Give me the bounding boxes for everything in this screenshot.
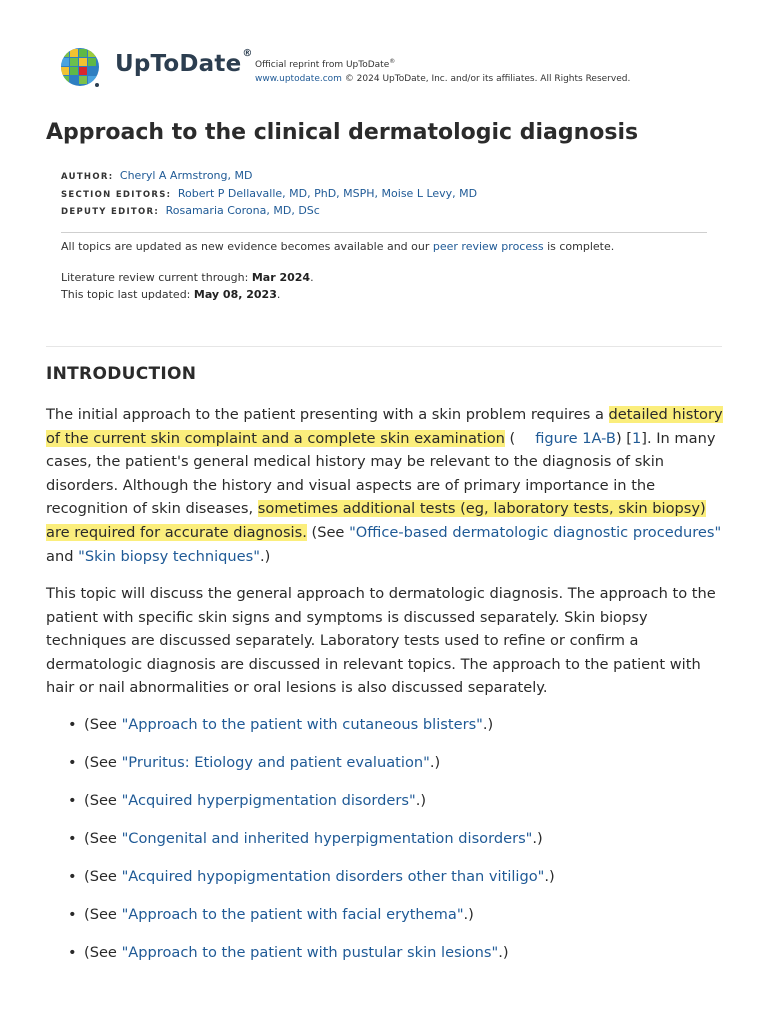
- office-procedures-link[interactable]: "Office-based dermatologic diagnostic procedures": [349, 523, 722, 541]
- last-updated-line: This topic last updated: May 08, 2023.: [61, 287, 281, 301]
- header: [60, 48, 720, 90]
- intro-paragraph-2: This topic will discuss the general approach to dermatologic diagnosis. The approach to the patient with specific skin signs and symptoms is discussed separately. Skin biopsy techniques are discussed separately. Laboratory tests used to refine or confirm a dermatologic diagnosis are discussed in relevant topics. The approach to the patient with hair or nail abnormalities or oral lesions is also discussed separately.: [46, 585, 716, 697]
- highlight-history: detailed history of the current skin complaint and a complete skin examination: [46, 406, 723, 447]
- see-link-congenital-hyperpigmentation[interactable]: "Congenital and inherited hyperpigmentation disorders": [121, 830, 533, 847]
- intro-paragraph-1: The initial approach to the patient presenting with a skin problem requires a detailed history of the current skin complaint and a complete skin examination ( figure 1A-B) [1]. In many cases, the patient's general medical history may be relevant to the diagnosis of skin disorders. Although the history and visual aspects are of primary importance in the recognition of skin diseases, sometimes additional tests (eg, laboratory tests, skin biopsy) are required for accurate diagnosis. (See "Office-based dermatologic diagnostic procedures" and "Skin biopsy techniques".): [46, 406, 723, 565]
- bullet-icon: •: [68, 868, 77, 885]
- highlight-tests: sometimes additional tests (eg, laboratory tests, skin biopsy) are required for accurate diagnosis.: [46, 500, 706, 541]
- bullet-icon: •: [68, 792, 77, 809]
- bullet-icon: •: [68, 716, 77, 733]
- list-item: • (See "Approach to the patient with facial erythema".): [46, 904, 555, 942]
- figure-link[interactable]: figure 1A-B: [535, 429, 616, 447]
- list-item: • (See "Acquired hyperpigmentation disorders".): [46, 790, 555, 828]
- literature-dates: [61, 270, 314, 303]
- list-item: • (See "Approach to the patient with cutaneous blisters".): [46, 714, 555, 752]
- reference-link[interactable]: 1: [631, 429, 642, 447]
- see-also-list: [46, 714, 555, 980]
- section-heading-introduction: INTRODUCTION: [46, 364, 197, 384]
- list-item: • (See "Approach to the patient with pustular skin lesions".): [46, 942, 555, 980]
- bullet-icon: •: [68, 944, 77, 961]
- deputy-editor-row: DEPUTY EDITOR: Rosamaria Corona, MD, DSc: [61, 204, 320, 217]
- section-editors-row: SECTION EDITORS: Robert P Dellavalle, MD, PhD, MSPH, Moise L Levy, MD: [61, 186, 478, 200]
- uptodate-logo-icon: [60, 48, 100, 88]
- page-title: Approach to the clinical dermatologic diagnosis: [46, 120, 639, 145]
- see-link-acquired-hyperpigmentation[interactable]: "Acquired hyperpigmentation disorders": [121, 792, 416, 809]
- see-link-cutaneous-blisters[interactable]: "Approach to the patient with cutaneous blisters": [121, 716, 483, 733]
- uptodate-site-link[interactable]: www.uptodate.com: [255, 74, 342, 84]
- deputy-editor-link[interactable]: Rosamaria Corona, MD, DSc: [165, 204, 320, 217]
- list-item: • (See "Acquired hypopigmentation disorders other than vitiligo".): [46, 866, 555, 904]
- author-row: AUTHOR: Cheryl A Armstrong, MD: [61, 169, 253, 182]
- author-link[interactable]: Cheryl A Armstrong, MD: [119, 169, 253, 182]
- see-link-pustular-lesions[interactable]: "Approach to the patient with pustular skin lesions": [121, 944, 499, 961]
- see-link-pruritus[interactable]: "Pruritus: Etiology and patient evaluation": [121, 754, 430, 771]
- bullet-icon: •: [68, 830, 77, 847]
- peer-review-link[interactable]: peer review process: [432, 240, 544, 253]
- reprint-notice: Official reprint from UpToDate® www.uptodate.com © 2024 UpToDate, Inc. and/or its affiliates. All Rights Reserved.: [255, 58, 631, 84]
- literature-review-line: Literature review current through: Mar 2024.: [61, 271, 314, 284]
- see-link-hypopigmentation[interactable]: "Acquired hypopigmentation disorders other than vitiligo": [121, 868, 545, 885]
- update-note: All topics are updated as new evidence becomes available and our peer review process is complete.: [61, 240, 615, 253]
- authors-block: [61, 168, 477, 221]
- brand-name: UpToDate®: [115, 48, 253, 77]
- bullet-icon: •: [68, 906, 77, 923]
- list-item: • (See "Pruritus: Etiology and patient evaluation".): [46, 752, 555, 790]
- bullet-icon: •: [68, 754, 77, 771]
- skin-biopsy-link[interactable]: "Skin biopsy techniques": [78, 547, 260, 565]
- section-divider: [46, 346, 722, 347]
- see-link-facial-erythema[interactable]: "Approach to the patient with facial erythema": [121, 906, 464, 923]
- list-item: • (See "Congenital and inherited hyperpigmentation disorders".): [46, 828, 555, 866]
- meta-divider: [61, 232, 707, 233]
- section-editors-link[interactable]: Robert P Dellavalle, MD, PhD, MSPH, Moise L Levy, MD: [177, 186, 478, 200]
